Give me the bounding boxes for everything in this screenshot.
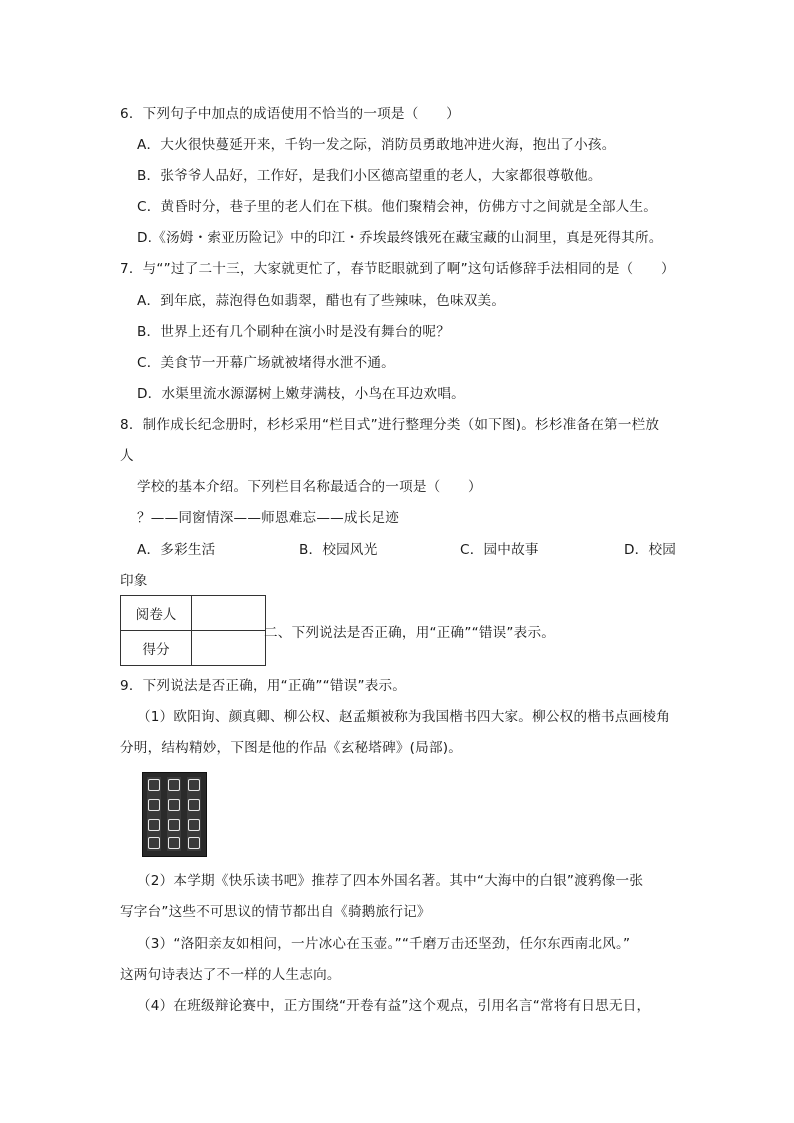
question-9-item-2-line1: （2）本学期《快乐读书吧》推荐了四本外国名著。其中“大海中的白银”渡鸦像一张 xyxy=(137,873,644,889)
question-8-column-chain: ？——同窗情深——师恩难忘——成长足迹 xyxy=(137,510,400,526)
question-6-option-a: A．大火很快蔓延开来，千钧一发之际，消防员勇敢地冲进火海，抱出了小孩。 xyxy=(137,137,616,153)
question-7-option-d: D．水渠里流水源潺树上嫩芽满枝，小鸟在耳边欢唱。 xyxy=(137,386,465,402)
question-7-option-a: A．到年底，蒜泡得色如翡翠，醋也有了些辣味，色味双美。 xyxy=(137,293,506,309)
question-6-option-d: D.《汤姆・索亚历险记》中的印江・乔埃最终饿死在藏宝藏的山洞里，真是死得其所。 xyxy=(137,230,663,246)
reviewer-cell[interactable] xyxy=(192,596,266,631)
score-cell[interactable] xyxy=(192,631,266,666)
question-6-stem: 6．下列句子中加点的成语使用不恰当的一项是（ ） xyxy=(120,106,460,122)
question-8-option-b: B．校园风光 xyxy=(299,542,378,558)
question-9-item-2-line2: 写字台”这些不可思议的情节都出自《骑鹅旅行记》 xyxy=(120,904,431,920)
question-9-item-1-line1: （1）欧阳询、颜真卿、柳公权、赵孟頫被称为我国楷书四大家。柳公权的楷书点画棱角 xyxy=(137,709,671,725)
question-7-stem: 7．与“”过了二十三，大家就更忙了，春节眨眼就到了啊”这句话修辞手法相同的是（ ） xyxy=(120,261,675,277)
score-box xyxy=(120,595,266,666)
question-8-stem-line1: 8．制作成长纪念册时，杉杉采用“栏目式”进行整理分类（如下图)。杉杉准备在第一栏放 xyxy=(120,417,660,433)
question-9-stem: 9．下列说法是否正确，用“正确”“错误”表示。 xyxy=(120,678,407,694)
question-8-option-a: A．多彩生活 xyxy=(137,542,216,558)
question-7-option-c: C．美食节一开幕广场就被堵得水泄不通。 xyxy=(137,355,395,371)
question-9-item-3-line2: 这两句诗表达了不一样的人生志向。 xyxy=(120,967,341,983)
question-8-option-c: C．园中故事 xyxy=(460,542,539,558)
question-8-option-d-continued: 印象 xyxy=(120,573,148,589)
question-8-option-d: D．校园 xyxy=(624,542,677,558)
question-9-item-4-line1: （4）在班级辩论赛中，正方围绕“开卷有益”这个观点，引用名言“常将有日思无日， xyxy=(137,998,651,1014)
question-8-stem-line2: 人 xyxy=(120,448,134,464)
question-9-item-3-line1: （3）“洛阳亲友如相问，一片冰心在玉壶。”“千磨万击还坚劲，任尔东西南北风。” xyxy=(137,936,631,952)
section-2-title: 二、下列说法是否正确，用“正确”“错误”表示。 xyxy=(264,625,556,641)
question-7-option-b: B．世界上还有几个刷种在演小时是没有舞台的呢？ xyxy=(137,324,450,340)
calligraphy-rubbing-image xyxy=(142,772,207,857)
question-6-option-c: C．黄昏时分，巷子里的老人们在下棋。他们聚精会神，仿佛方寸之间就是全部人生。 xyxy=(137,199,658,215)
reviewer-label: 阅卷人 xyxy=(121,596,192,631)
question-6-option-b: B．张爷爷人品好，工作好，是我们小区德高望重的老人，大家都很尊敬他。 xyxy=(137,168,602,184)
score-label: 得分 xyxy=(121,631,192,666)
question-9-item-1-line2: 分明，结构精妙，下图是他的作品《玄秘塔碑》(局部)。 xyxy=(120,740,463,756)
question-8-stem-line3: 学校的基本介绍。下列栏目名称最适合的一项是（ ） xyxy=(137,479,482,495)
